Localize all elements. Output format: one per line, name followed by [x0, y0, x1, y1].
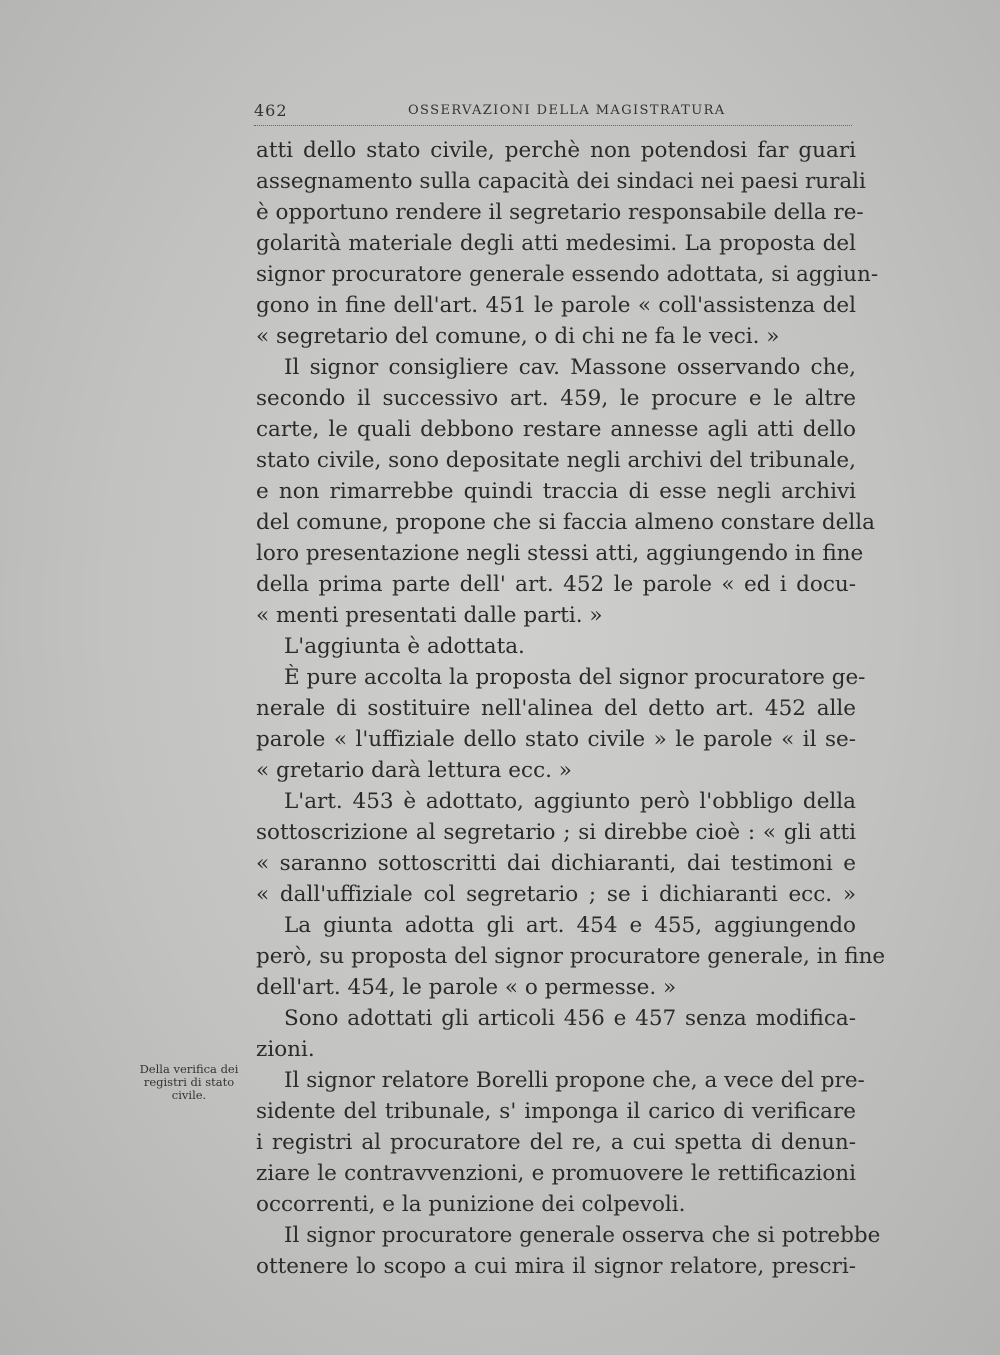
text-line: occorrenti, e la punizione dei colpevoli. — [256, 1192, 686, 1217]
text-line: ziare le contravvenzioni, e promuovere le rettificazioni — [256, 1161, 856, 1186]
text-line: È pure accolta la proposta del signor procuratore ge- — [284, 665, 866, 690]
text-line: i registri al procuratore del re, a cui spetta di denun- — [256, 1130, 856, 1155]
text-line: carte, le quali debbono restare annesse agli atti dello — [256, 417, 856, 442]
text-line: La giunta adotta gli art. 454 e 455, aggiungendo — [284, 913, 856, 938]
text-line: nerale di sostituire nell'alinea del detto art. 452 alle — [256, 696, 856, 721]
text-line: del comune, propone che si faccia almeno constare della — [256, 510, 875, 535]
page-header — [254, 101, 854, 123]
margin-note — [134, 1063, 244, 1102]
margin-note-line: registri di stato — [143, 1075, 235, 1089]
margin-note-line: civile. — [171, 1088, 207, 1102]
text-line: « gretario darà lettura ecc. » — [256, 758, 572, 783]
text-line: secondo il successivo art. 459, le procure e le altre — [256, 386, 856, 411]
header-rule — [254, 125, 852, 126]
text-line: sidente del tribunale, s' imponga il carico di verificare — [256, 1099, 856, 1124]
text-line: « saranno sottoscritti dai dichiaranti, dai testimoni e — [256, 851, 856, 876]
text-line: L'aggiunta è adottata. — [284, 634, 525, 659]
text-line: Il signor procuratore generale osserva che si potrebbe — [284, 1223, 881, 1248]
text-line: Il signor consigliere cav. Massone osservando che, — [284, 355, 856, 380]
text-line: loro presentazione negli stessi atti, aggiungendo in fine — [256, 541, 864, 566]
text-line: golarità materiale degli atti medesimi. La proposta del — [256, 231, 856, 256]
text-line: parole « l'uffiziale dello stato civile » le parole « il se- — [256, 727, 856, 752]
text-line: signor procuratore generale essendo adottata, si aggiun- — [256, 262, 879, 287]
text-line: Sono adottati gli articoli 456 e 457 senza modifica- — [284, 1006, 856, 1031]
text-line: Il signor relatore Borelli propone che, a vece del pre- — [284, 1068, 865, 1093]
text-line: L'art. 453 è adottato, aggiunto però l'obbligo della — [284, 789, 856, 814]
text-line: atti dello stato civile, perchè non potendosi far guari — [256, 138, 856, 163]
running-head: OSSERVAZIONI DELLA MAGISTRATURA — [408, 103, 726, 118]
text-line: è opportuno rendere il segretario responsabile della re- — [256, 200, 864, 225]
text-line: zioni. — [256, 1037, 315, 1062]
margin-note-line: Della verifica dei — [139, 1062, 239, 1076]
text-line: « dall'uffiziale col segretario ; se i dichiaranti ecc. » — [256, 882, 856, 907]
text-line: « segretario del comune, o di chi ne fa le veci. » — [256, 324, 780, 349]
text-line: dell'art. 454, le parole « o permesse. » — [256, 975, 677, 1000]
text-line: sottoscrizione al segretario ; si direbbe cioè : « gli atti — [256, 820, 856, 845]
text-line: però, su proposta del signor procuratore generale, in fine — [256, 944, 886, 969]
text-line: della prima parte dell' art. 452 le parole « ed i docu- — [256, 572, 856, 597]
text-line: « menti presentati dalle parti. » — [256, 603, 603, 628]
text-line: assegnamento sulla capacità dei sindaci nei paesi rurali — [256, 169, 866, 194]
text-line: gono in fine dell'art. 451 le parole « coll'assistenza del — [256, 293, 856, 318]
text-line: e non rimarrebbe quindi traccia di esse negli archivi — [256, 479, 856, 504]
text-line: ottenere lo scopo a cui mira il signor relatore, prescri- — [256, 1254, 856, 1279]
page-number: 462 — [254, 101, 288, 120]
text-line: stato civile, sono depositate negli archivi del tribunale, — [256, 448, 856, 473]
